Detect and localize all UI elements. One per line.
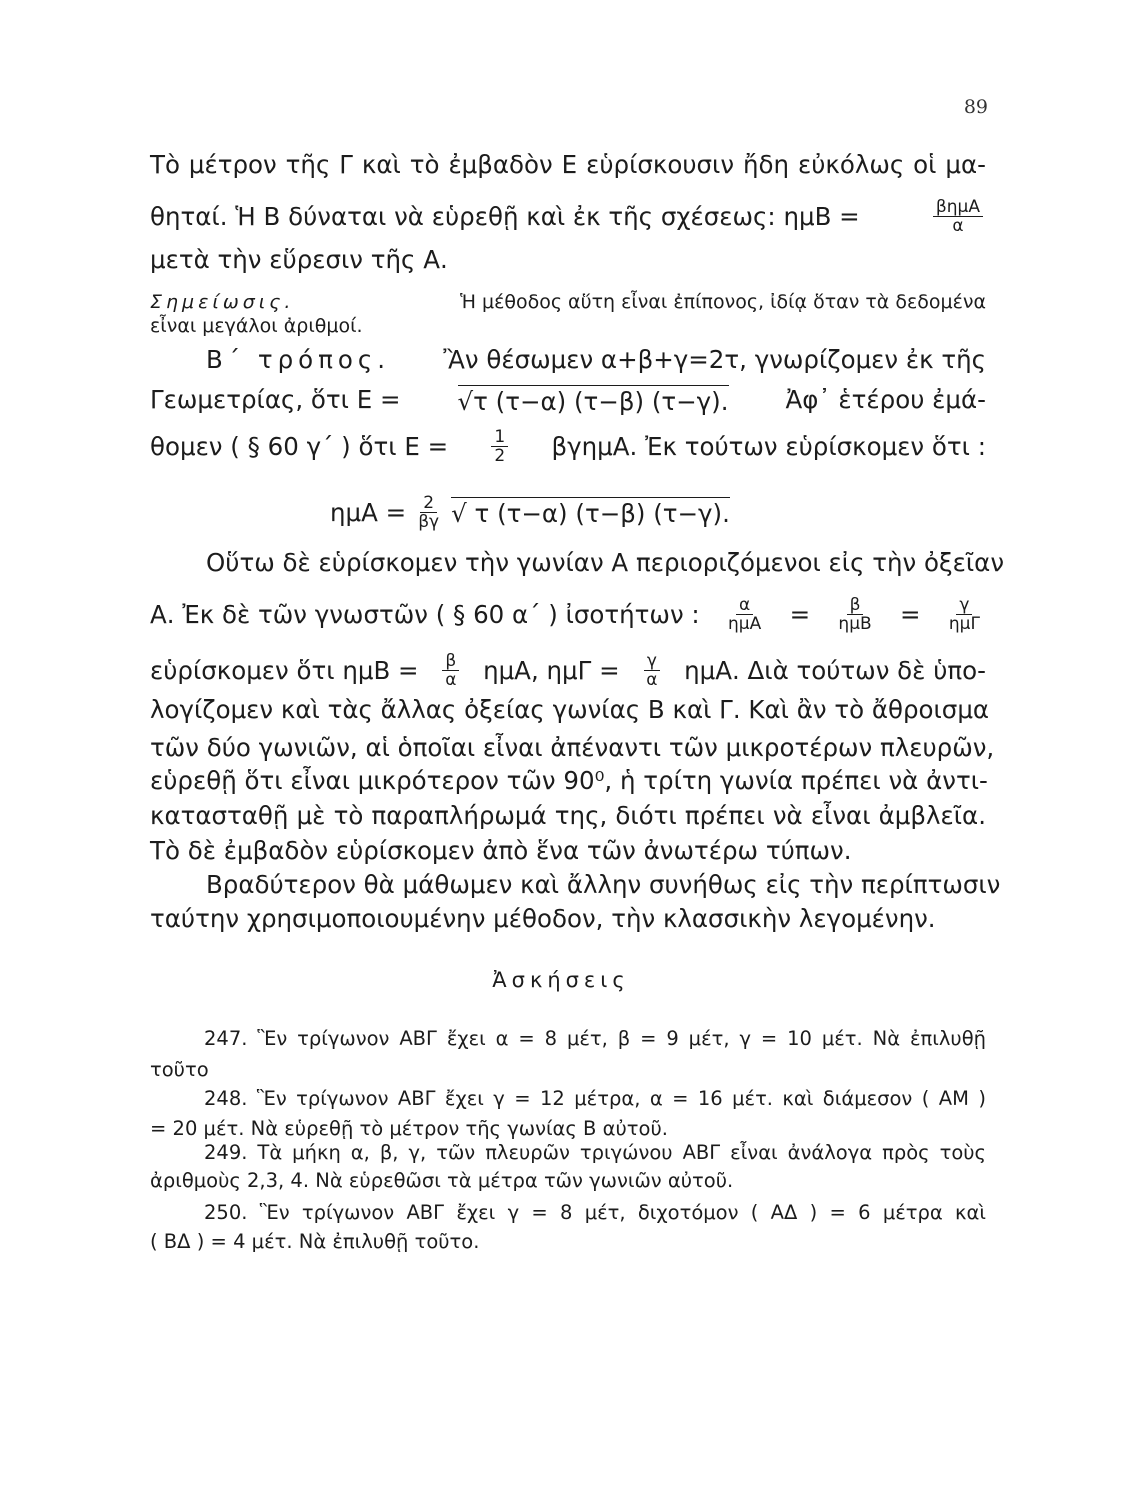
text-line: Βραδύτερον θὰ μάθωμεν καὶ ἄλλην συνήθως εἰς τὴν περίπτωσιν [206,870,1001,899]
text-span: θομεν ( § 60 γ΄ ) ὅτι Ε = [150,431,449,461]
fraction-denominator: α [646,670,658,690]
text-span: ημΑ. Διὰ τούτων δὲ ὑπο- [684,655,986,685]
text-line [150,652,986,689]
fraction [491,428,508,465]
fraction [725,596,764,633]
text-line: τῶν δύο γωνιῶν, αἱ ὁποῖαι εἶναι ἀπέναντι τῶν μικροτέρων πλευρῶν, [150,733,995,762]
fraction-numerator: β [847,596,864,615]
text-span: ημΑ, ημΓ = [483,655,620,685]
method-label: Β΄ τρόπος. [206,345,391,374]
text-line: μετὰ τὴν εὕρεσιν τῆς Α. [150,245,448,274]
text-line [150,385,986,417]
note-line: εἶναι μεγάλοι ἀριθμοί. [150,315,363,337]
exercises-heading: Ἀσκήσεις [492,968,630,992]
text-line [150,198,986,235]
fraction-denominator: ημΑ [728,614,762,634]
text-span: Ἀφ᾽ ἑτέρου ἐμά- [785,385,986,414]
fraction-numerator: 2 [420,494,437,513]
exercise-line: ἀριθμοὺς 2,3, 4. Νὰ εὑρεθῶσι τὰ μέτρα τῶν γωνιῶν αὐτοῦ. [150,1169,734,1192]
fraction-numerator: 1 [491,428,508,447]
text-line: κατασταθῇ μὲ τὸ παραπλήρωμά της, διότι πρέπει νὰ εἶναι ἀμβλεῖα. [150,801,986,830]
note-line [150,290,986,314]
fraction-denominator: α [952,216,964,236]
text-line: Οὕτω δὲ εὑρίσκομεν τὴν γωνίαν Α περιοριζόμενοι εἰς τὴν ὀξεῖαν [206,548,1005,577]
equals-sign: = [900,599,921,629]
text-span: ημΑ = [330,497,407,527]
exercise-line: τοῦτο [150,1058,209,1081]
fraction-denominator: α [445,670,457,690]
equals-sign: = [789,599,811,629]
exercise-line: 248. Ἓν τρίγωνον ΑΒΓ ἔχει γ = 12 μέτρα, α = 16 μέτ. καὶ διάμεσον ( ΑΜ ) [204,1087,986,1110]
text-line [150,428,986,465]
fraction [415,494,442,531]
exercise-line: 247. Ἓν τρίγωνον ΑΒΓ ἔχει α = 8 μέτ, β = 9 μέτ, γ = 10 μέτ. Νὰ ἐπιλυθῇ [204,1027,986,1050]
fraction-denominator: ημΓ [948,614,980,634]
text-span: βγημΑ. Ἐκ τούτων εὑρίσκομεν ὅτι : [551,431,986,461]
fraction-numerator: β [442,652,459,671]
text-span: Α. Ἐκ δὲ τῶν γνωστῶν ( § 60 α΄ ) ἰσοτήτων : [150,599,700,629]
exercise-line: 249. Τὰ μήκη α, β, γ, τῶν πλευρῶν τριγώνου ΑΒΓ εἶναι ἀνάλογα πρὸς τοὺς [204,1141,986,1164]
text-span: Γεωμετρίας, ὅτι Ε = [150,385,401,414]
text-line: Τὸ μέτρον τῆς Γ καὶ τὸ ἐμβαδὸν Ε εὑρίσκουσιν ἤδη εὐκόλως οἱ μα- [150,150,986,179]
text-line: ταύτην χρησιμοποιουμένην μέθοδον, τὴν κλασσικὴν λεγομένην. [150,904,936,933]
fraction-denominator: 2 [494,446,506,466]
text-line: εὑρεθῇ ὅτι εἶναι μικρότερον τῶν 90⁰, ἡ τρίτη γωνία πρέπει νὰ ἀντι- [150,766,988,795]
text-line [150,596,986,633]
formula-line [330,494,850,531]
fraction-numerator: γ [644,652,660,671]
text-span: Ἂν θέσωμεν α+β+γ=2τ, γνωρίζομεν ἐκ τῆς [443,345,986,374]
fraction [835,596,874,633]
text-span: εὑρίσκομεν ὅτι ημΒ = [150,655,419,685]
exercise-line: ( ΒΔ ) = 4 μέτ. Νὰ ἐπιλυθῇ τοῦτο. [150,1230,480,1253]
fraction-numerator: βημΑ [933,198,983,217]
text-line: Τὸ δὲ ἐμβαδὸν εὑρίσκομεν ἀπὸ ἕνα τῶν ἀνωτέρω τύπων. [150,836,852,865]
root-expression: √τ (τ−α) (τ−β) (τ−γ). [457,387,729,416]
page-number: 89 [963,96,988,118]
exercise-line: 250. Ἓν τρίγωνον ΑΒΓ ἔχει γ = 8 μέτ, διχοτόμον ( ΑΔ ) = 6 μέτρα καὶ [204,1201,986,1224]
note-label: Σημείωσις. [150,291,295,313]
fraction [643,652,660,689]
root-expression: √ τ (τ−α) (τ−β) (τ−γ). [451,498,730,528]
text-line: λογίζομεν καὶ τὰς ἄλλας ὀξείας γωνίας Β καὶ Γ. Καὶ ἂν τὸ ἄθροισμα [150,695,990,724]
fraction-denominator: ημΒ [838,614,872,634]
text-line [206,345,986,375]
fraction [442,652,459,689]
fraction-numerator: α [736,596,753,615]
fraction-numerator: γ [956,596,972,615]
fraction [933,198,983,235]
text-span: θηταί. Ἡ Β δύναται νὰ εὑρεθῇ καὶ ἐκ τῆς σχέσεως: ημΒ = [150,201,860,231]
exercise-line: = 20 μέτ. Νὰ εὑρεθῇ τὸ μέτρον τῆς γωνίας Β αὐτοῦ. [150,1117,668,1140]
fraction [946,596,983,633]
note-text: Ἡ μέθοδος αὕτη εἶναι ἐπίπονος, ἰδίᾳ ὅταν τὰ δεδομένα [460,291,986,313]
fraction-denominator: βγ [418,512,440,532]
